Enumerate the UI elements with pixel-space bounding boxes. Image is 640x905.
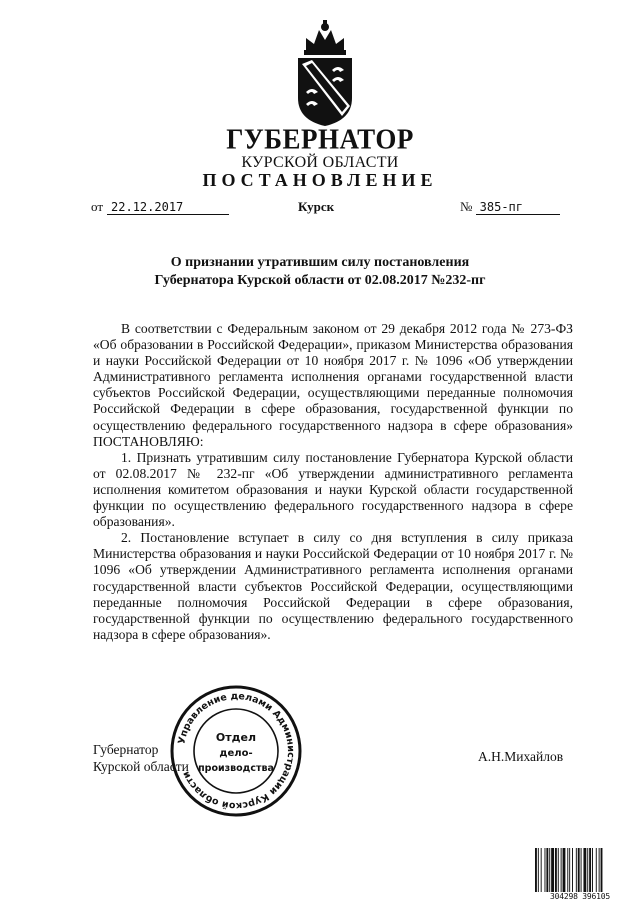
subject-line-2: Губернатора Курской области от 02.08.2017 №232-пг [154,273,486,288]
barcode-bar [546,848,548,892]
barcode-bar [581,848,582,892]
seal-ring-text: Управление делами Администрации Курской области [176,690,297,812]
barcode-bar [587,848,588,892]
clause-2-paragraph: 2. Постановление вступает в силу со дня вступления в силу приказа Министерства образования и науки Российской Федерации от 10 ноября 2017 г. № 1096 «Об утверждении Административного регламента исполнения органами государственной власти субъектов Российской Федерации, осуществляющими переданные полномочия Российской Федерации в сфере образования, государственной функции по осуществлению федерального государственного надзора в сфере образования». [93,530,573,642]
document-type: ПОСТАНОВЛЕНИЕ [202,170,438,190]
seal-center-line-3: производства [198,763,274,774]
barcode-bar [578,848,580,892]
document-date [91,199,229,221]
official-seal-icon [168,683,304,819]
barcode-bar [569,848,570,892]
seal-center-line-2: дело- [219,748,253,759]
barcode-bar [541,848,542,892]
document-number [460,199,560,221]
document-body [93,321,573,643]
document-title: ГУБЕРНАТОР [226,123,414,155]
barcode-bar [535,848,537,892]
number-value: 385-пг [476,200,560,215]
clause-1-paragraph: 1. Признать утратившим силу постановление Губернатора Курской области от 02.08.2017 № 232-пг «Об утверждении административного регламента исполнения комитетом образования и науки Курской области государственной функции по осуществлению федерального государственного надзора в сфере образования». [93,449,573,530]
barcode-bar [538,848,539,892]
signatory-position-line-1: Губернатор [93,742,159,757]
date-label: от [91,199,104,214]
signatory-name: А.Н.Михайлов [478,749,564,764]
barcode-bar [589,848,591,892]
barcode-bar [563,848,566,892]
coat-of-arms-icon [292,20,358,128]
barcode-icon [534,848,626,894]
barcode-digits: 304298 396105 [549,892,610,901]
date-value: 22.12.2017 [107,200,229,215]
barcode-bar [592,848,593,892]
barcode-bar [572,848,573,892]
barcode-bar [545,848,546,892]
barcode-bar [583,848,586,892]
seal-center-line-1: Отдел [215,731,257,744]
barcode-bar [576,848,577,892]
signatory-position-line-2: Курской области [93,759,189,774]
barcode-bar [551,848,554,892]
barcode-bar [561,848,562,892]
barcode-bar [558,848,559,892]
barcode-bar [549,848,550,892]
preamble-paragraph: В соответствии с Федеральным законом от 29 декабря 2012 года № 273-ФЗ «Об образовании в Российской Федерации», приказом Министерства образования и науки Российской Федерации от 10 ноября 2017 г. № 1096 «Об утверждении Административного регламента исполнения органами государственной власти субъектов Российской Федерации, осуществляющими переданные полномочия Российской Федерации в сфере образования, государственной функции по осуществлению федерального государственного надзора в сфере образования» ПОСТАНОВЛЯЮ: [93,321,573,449]
subject-line-1: О признании утратившим силу постановления [170,255,470,270]
barcode-bar [599,848,600,892]
document-city: Курск [298,199,335,214]
number-label: № [460,199,473,214]
barcode-bar [596,848,597,892]
barcode-bar [601,848,603,892]
document-subject [60,254,580,290]
barcode-bar [567,848,568,892]
barcode-bar [555,848,557,892]
region-subtitle: КУРСКОЙ ОБЛАСТИ [241,154,399,171]
